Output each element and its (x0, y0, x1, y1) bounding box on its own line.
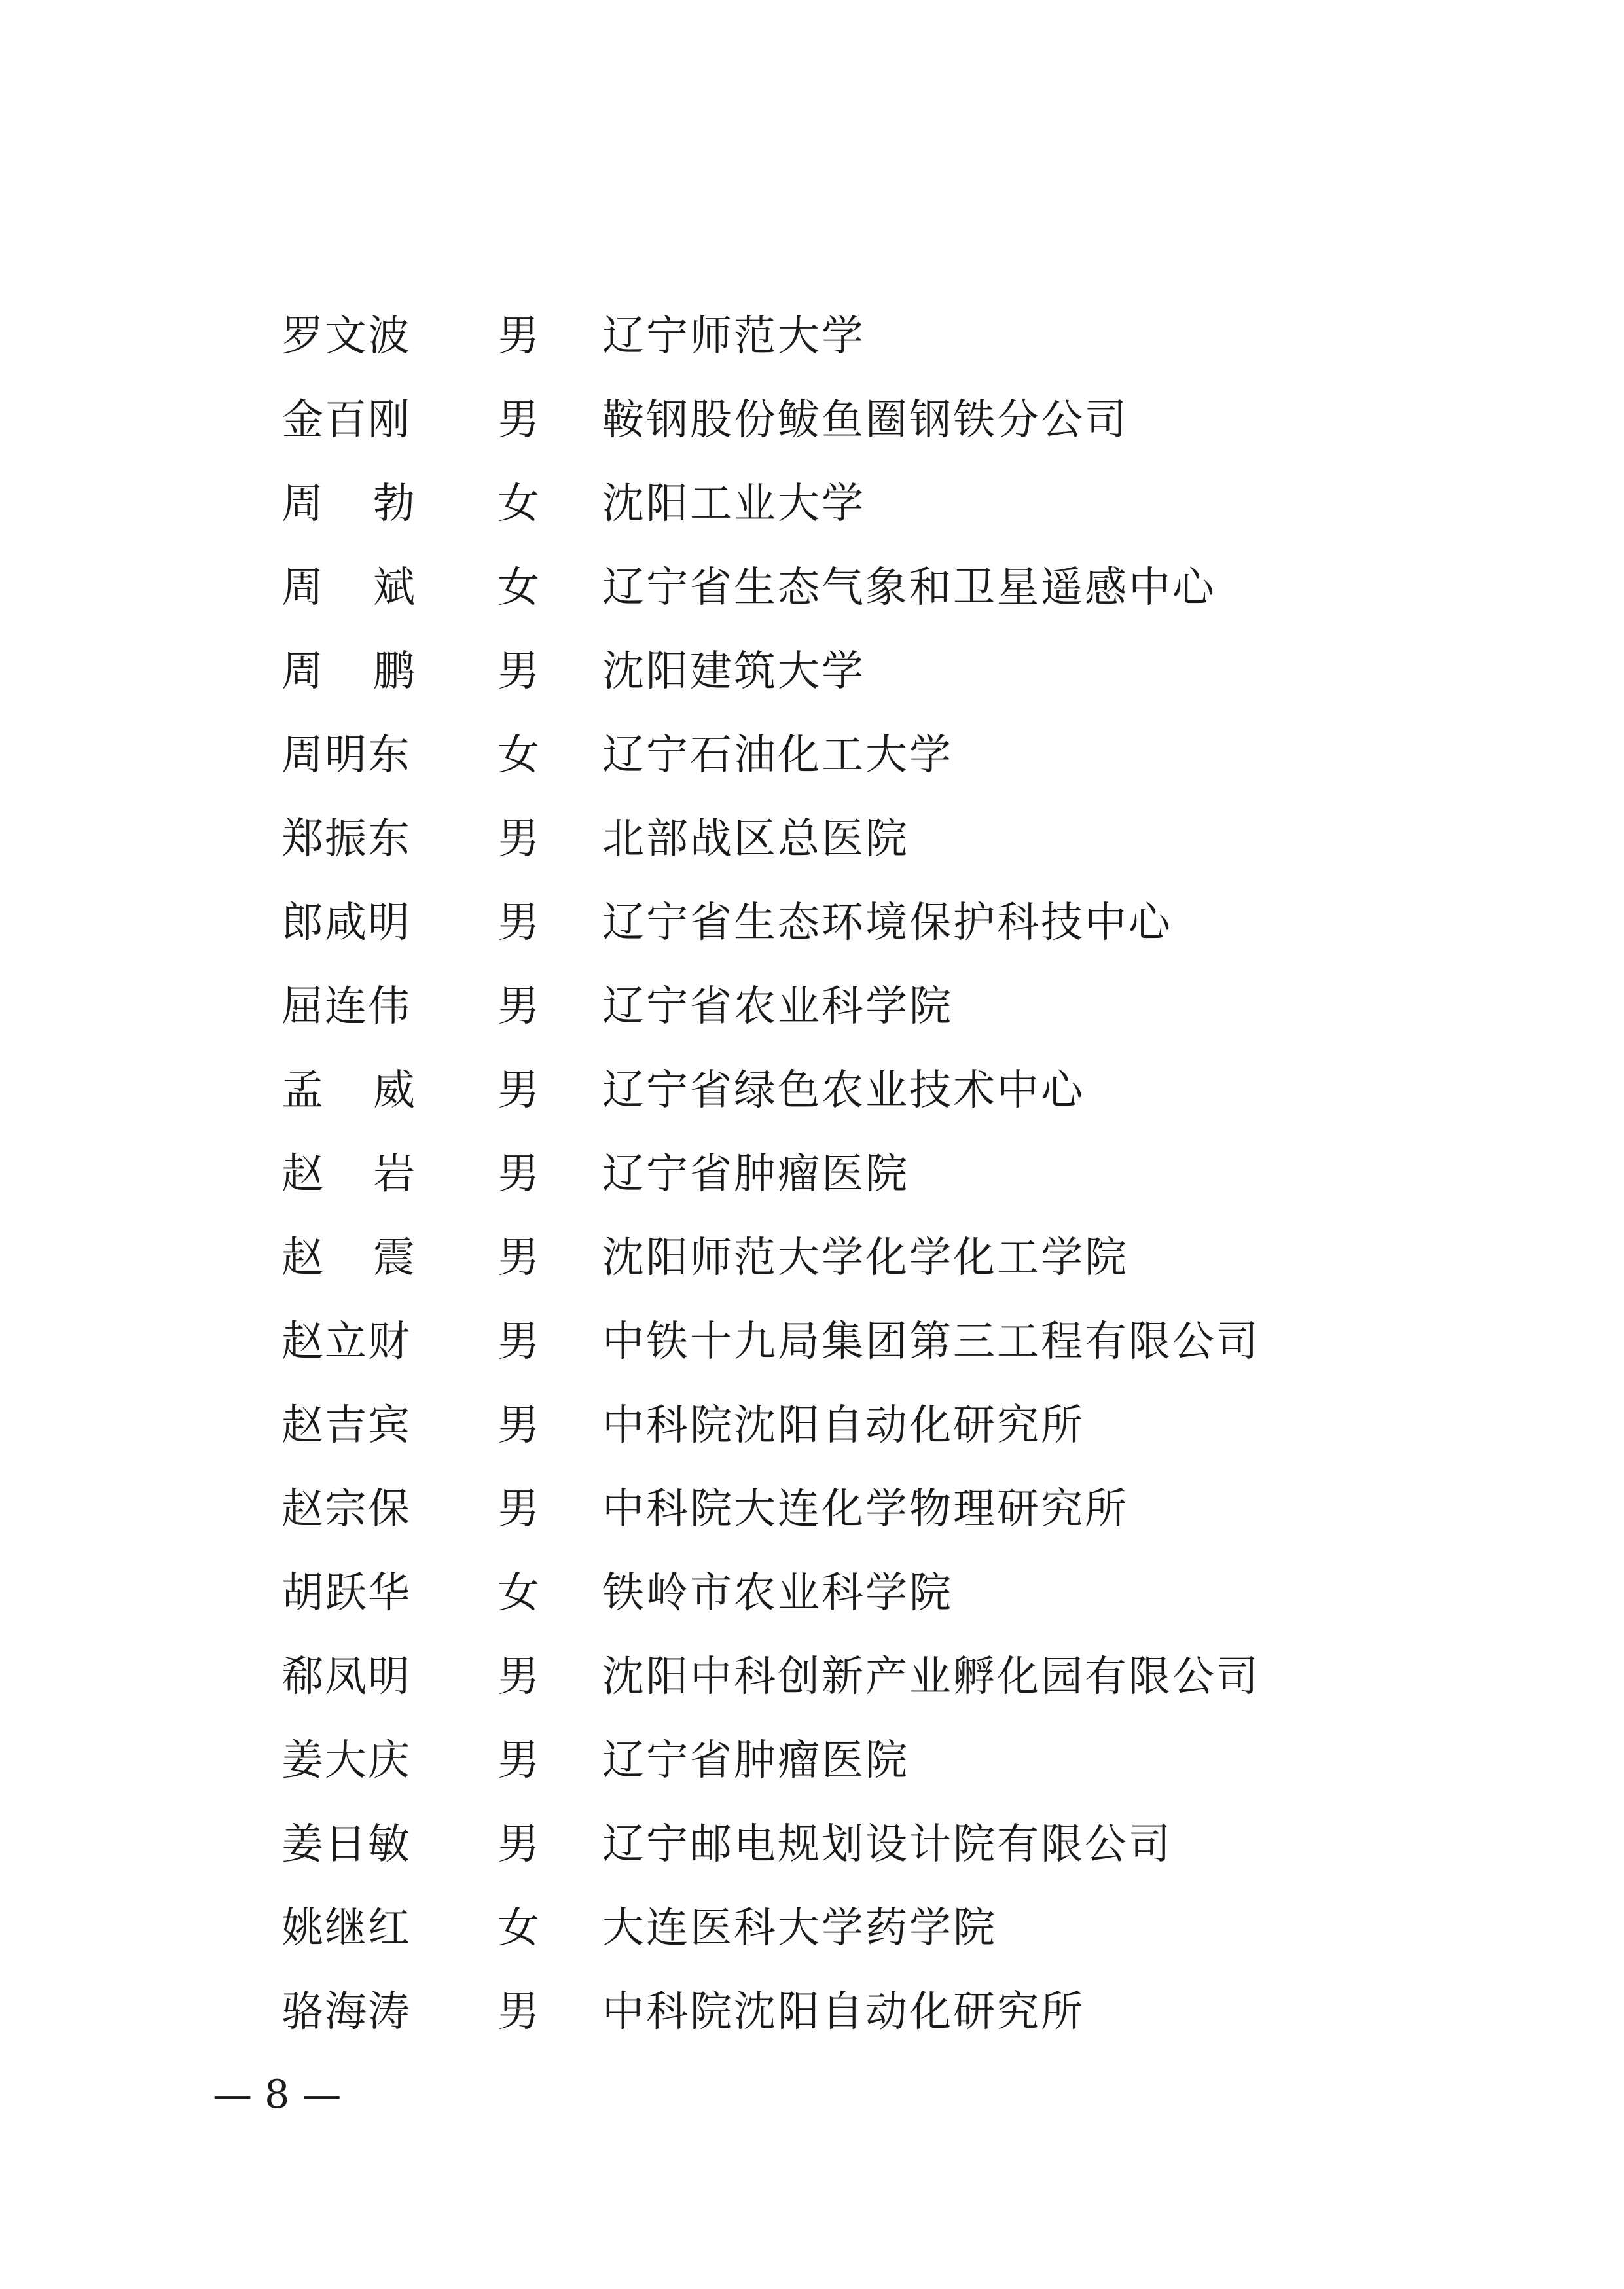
person-organization: 辽宁省生态气象和卫星遥感中心 (602, 564, 1216, 612)
person-organization: 辽宁省肿瘤医院 (602, 1150, 909, 1199)
person-gender: 男 (497, 647, 539, 696)
person-organization: 北部战区总医院 (602, 815, 909, 863)
list-item (281, 1551, 1460, 1635)
list-item (281, 1468, 1460, 1551)
person-gender: 女 (497, 731, 539, 780)
person-name: 周明东 (281, 731, 411, 780)
person-gender: 男 (497, 396, 539, 444)
page-number: — 8 — (213, 2072, 342, 2118)
person-gender: 男 (497, 1485, 539, 1534)
list-item (281, 462, 1460, 546)
person-name: 姚继红 (281, 1904, 411, 1953)
person-organization: 辽宁省生态环境保护科技中心 (602, 899, 1172, 947)
list-item (281, 1300, 1460, 1384)
person-gender: 男 (497, 899, 539, 947)
person-name: 赵吉宾 (281, 1401, 411, 1450)
person-name: 郎咸明 (281, 899, 411, 947)
person-organization: 中科院沈阳自动化研究所 (602, 1988, 1085, 2036)
person-gender: 男 (497, 1653, 539, 1701)
person-gender: 男 (497, 1150, 539, 1199)
list-item (281, 546, 1460, 630)
person-name: 周 勃 (281, 480, 415, 528)
list-item (281, 1886, 1460, 1970)
name-list (281, 295, 1460, 2054)
list-item (281, 1132, 1460, 1216)
list-item (281, 881, 1460, 965)
list-item (281, 1384, 1460, 1468)
person-gender: 男 (497, 1318, 539, 1366)
person-name: 赵宗保 (281, 1485, 411, 1534)
list-item (281, 1049, 1460, 1132)
person-name: 赵 岩 (281, 1150, 415, 1199)
person-gender: 男 (497, 1988, 539, 2036)
person-organization: 辽宁省绿色农业技术中心 (602, 1066, 1085, 1115)
person-organization: 沈阳工业大学 (602, 480, 865, 528)
person-name: 金百刚 (281, 396, 411, 444)
person-name: 孟 威 (281, 1066, 415, 1115)
person-name: 赵立财 (281, 1318, 411, 1366)
person-organization: 辽宁石油化工大学 (602, 731, 953, 780)
person-gender: 男 (497, 982, 539, 1031)
person-organization: 中铁十九局集团第三工程有限公司 (602, 1318, 1260, 1366)
person-gender: 男 (497, 1234, 539, 1282)
person-name: 郑振东 (281, 815, 411, 863)
person-gender: 男 (497, 1820, 539, 1869)
person-gender: 女 (497, 480, 539, 528)
list-item (281, 1216, 1460, 1300)
person-name: 郗凤明 (281, 1653, 411, 1701)
list-item (281, 965, 1460, 1049)
person-organization: 辽宁邮电规划设计院有限公司 (602, 1820, 1172, 1869)
list-item (281, 630, 1460, 713)
person-organization: 中科院沈阳自动化研究所 (602, 1401, 1085, 1450)
person-organization: 辽宁省农业科学院 (602, 982, 953, 1031)
person-gender: 男 (497, 312, 539, 361)
person-name: 赵 震 (281, 1234, 415, 1282)
person-name: 周 鹏 (281, 647, 415, 696)
person-name: 姜大庆 (281, 1737, 411, 1785)
list-item (281, 378, 1460, 462)
person-name: 屈连伟 (281, 982, 411, 1031)
list-item (281, 713, 1460, 797)
list-item (281, 1719, 1460, 1803)
list-item (281, 1803, 1460, 1886)
person-gender: 男 (497, 815, 539, 863)
person-organization: 铁岭市农业科学院 (602, 1569, 953, 1617)
person-organization: 鞍钢股份鲅鱼圈钢铁分公司 (602, 396, 1128, 444)
person-organization: 中科院大连化学物理研究所 (602, 1485, 1128, 1534)
list-item (281, 1970, 1460, 2054)
person-gender: 男 (497, 1401, 539, 1450)
person-name: 姜日敏 (281, 1820, 411, 1869)
person-gender: 女 (497, 564, 539, 612)
person-name: 胡跃华 (281, 1569, 411, 1617)
person-organization: 辽宁师范大学 (602, 312, 865, 361)
person-organization: 沈阳中科创新产业孵化园有限公司 (602, 1653, 1260, 1701)
person-gender: 女 (497, 1569, 539, 1617)
list-item (281, 295, 1460, 378)
list-item (281, 1635, 1460, 1719)
person-gender: 女 (497, 1904, 539, 1953)
person-name: 罗文波 (281, 312, 411, 361)
person-organization: 沈阳建筑大学 (602, 647, 865, 696)
person-organization: 沈阳师范大学化学化工学院 (602, 1234, 1128, 1282)
person-gender: 男 (497, 1737, 539, 1785)
person-name: 周 斌 (281, 564, 415, 612)
person-gender: 男 (497, 1066, 539, 1115)
list-item (281, 797, 1460, 881)
person-name: 骆海涛 (281, 1988, 411, 2036)
person-organization: 辽宁省肿瘤医院 (602, 1737, 909, 1785)
person-organization: 大连医科大学药学院 (602, 1904, 997, 1953)
